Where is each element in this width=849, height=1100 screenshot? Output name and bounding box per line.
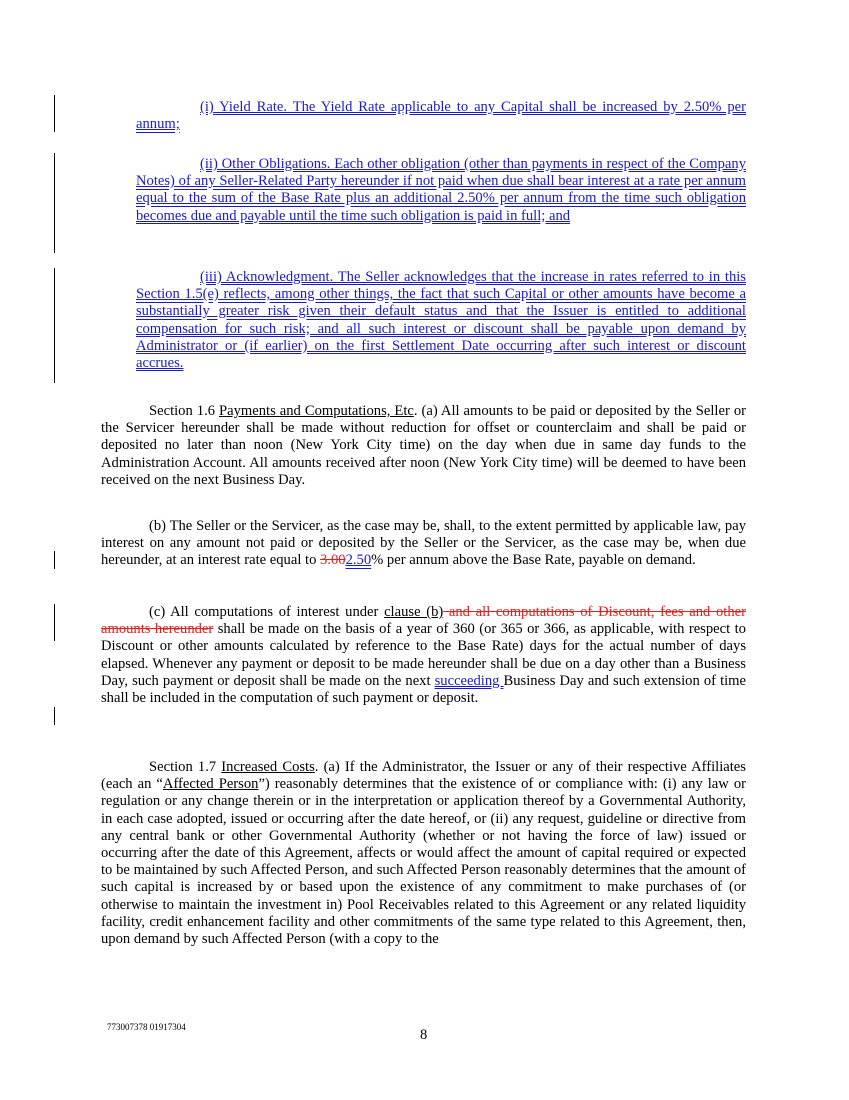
revision-bar [54,707,55,725]
inserted-text: (ii) Other Obligations. Each other obligation (other than payments in respect of the Company Notes) of any Seller-Related Party hereunder if not paid when due shall bear interest at a rate per annum equal to the sum of the Base Rate plus an additional 2.50% per annum from the time such obligation becomes due and payable until the time such obligation is paid in full; and [136,156,746,224]
section-1-7-paragraph: Section 1.7 Increased Costs. (a) If the Administrator, the Issuer or any of their respective Affiliates (each an “Affected Person”) reasonably determines that the existence of or compliance with: (i) any law or regulation or any change therein or in the interpretation or application thereof by a Governmental Authority, in each case adopted, issued or occurring after the date hereof, or (ii) any request, guideline or directive from any central bank or other Governmental Authority (whether or not having the force of law) issued or occurring after the date of this Agreement, affects or would affect the amount of capital required or expected to be maintained by such Affected Person, and such Affected Person reasonably determines that the amount of such capital is increased by or based upon the existence of any commitment to make purchases of (or otherwise to maintain the investment in) Pool Receivables related to this Agreement or any related liquidity facility, credit enhancement facility and other commitments of the same type related to this Agreement, then, upon demand by such Affected Person (with a copy to the [101,759,746,948]
inserted-text: succeeding [434,672,504,689]
section-heading: Increased Costs [221,759,315,775]
page-number: 8 [420,1027,428,1043]
revision-bar [54,268,55,383]
paragraph-other-obligations [136,156,746,225]
paragraph-b: (b) The Seller or the Servicer, as the case may be, shall, to the extent permitted by applicable law, pay interest on any amount not paid or deposited by the Seller or the Servicer, as the case may be, when due hereunder, at an interest rate equal to 3.002.50% per annum above the Base Rate, payable on demand. [101,518,746,569]
revision-bar [54,604,55,641]
inserted-text: 2.50 [345,552,372,569]
deleted-text: 3.00 [320,552,346,569]
defined-term: Affected Person [162,776,259,793]
revision-bar [54,153,55,253]
inserted-text: (i) Yield Rate. The Yield Rate applicable to any Capital shall be increased by 2.50% per annum; [136,99,746,133]
paragraph-acknowledgment [136,269,746,372]
revision-bar [54,95,55,132]
section-heading: Payments and Computations, Etc [219,403,414,419]
paragraph-yield-rate [136,99,746,133]
inserted-text: (iii) Acknowledgment. The Seller acknowledges that the increase in rates referred to in this Section 1.5(e) reflects, among other things, the fact that such Capital or other amounts have become a substantially greater risk given their default status and that the Issuer is entitled to additional compensation for such risk; and all such interest or discount shall be payable upon demand by Administrator or (if earlier) on the first Settlement Date occurring after such interest or discount accrues. [136,269,746,372]
document-id: 773007378 01917304 [107,1022,186,1032]
deleted-text: and all computations of Discount, fees and other amounts hereunder [101,604,746,638]
paragraph-c: (c) All computations of interest under clause (b) and all computations of Discount, fees and other amounts hereunder shall be made on the basis of a year of 360 (or 365 or 366, as applicable, with respect to Discount or other amounts calculated by reference to the Base Rate) days for the actual number of days elapsed. Whenever any payment or deposit to be made hereunder shall be due on a day other than a Business Day, such payment or deposit shall be made on the next succeeding Business Day and such extension of time shall be included in the computation of such payment or deposit. [101,604,747,707]
revision-bar [54,551,55,569]
clause-reference: clause (b) [384,604,444,620]
section-1-6-paragraph: Section 1.6 Payments and Computations, Etc. (a) All amounts to be paid or deposited by the Seller or the Servicer hereunder shall be made without reduction for offset or counterclaim and shall be paid or deposited no later than noon (New York City time) on the day when due in same day funds to the Administration Account. All amounts received after noon (New York City time) will be deemed to have been received on the next Business Day. [101,403,746,488]
